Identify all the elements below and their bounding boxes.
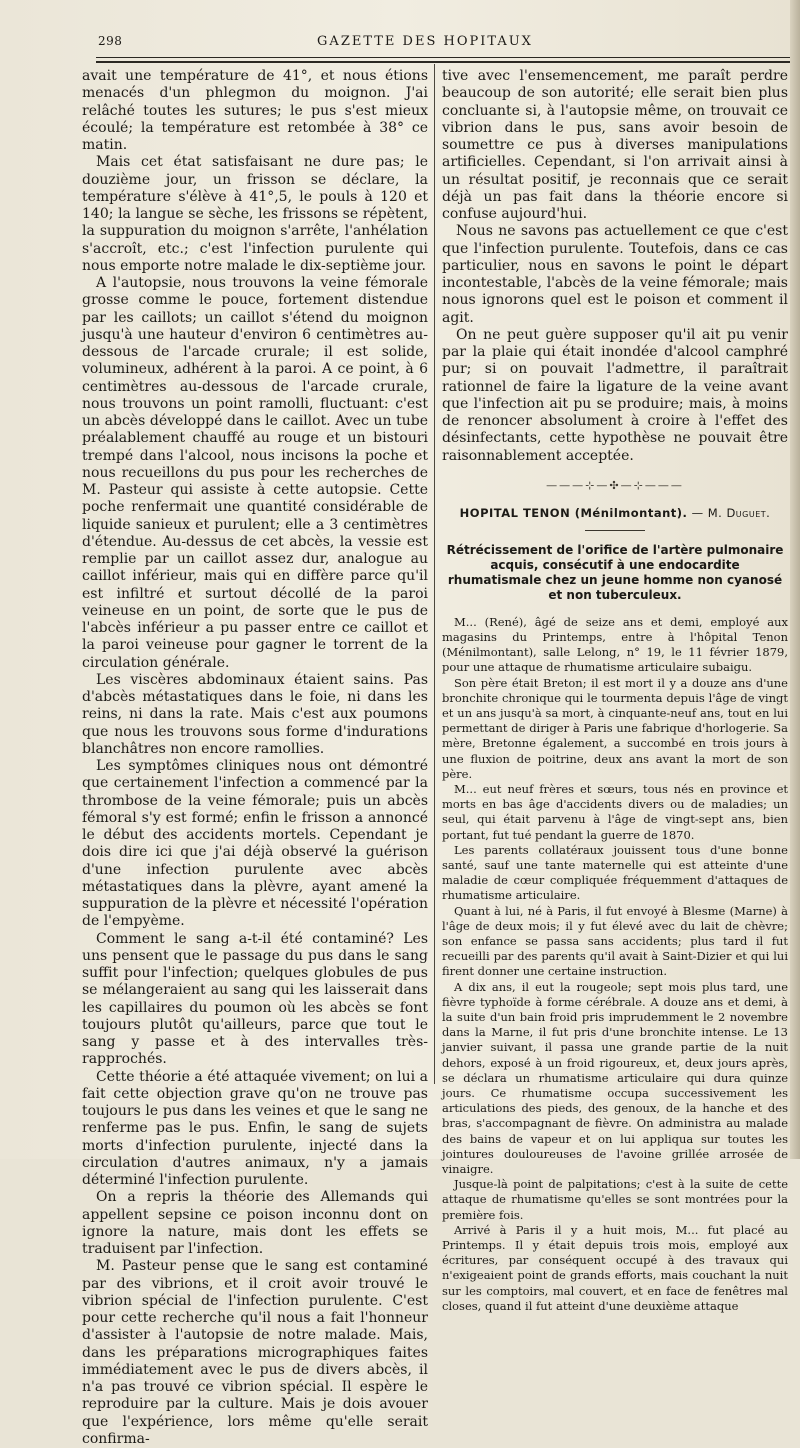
paragraph: Les parents collatéraux jouissent tous d'une bonne santé, sauf une tante maternelle qui est atteinte d'une maladie de cœur compliquée fréquemment d'attaques de rhumatisme articulaire. [442, 842, 788, 903]
paragraph: M... eut neuf frères et sœurs, tous nés en province et morts en bas âge d'accidents divers ou de maladies; un seul, qui était parvenu à l'âge de vingt-sept ans, bien portant, fut tué pendant la guerre de 1870. [442, 781, 788, 842]
page-header [60, 30, 790, 60]
section-ornament: ———⊹—✣—⊹——— [546, 478, 684, 492]
paragraph: Son père était Breton; il est mort il y a douze ans d'une bronchite chronique qui le tourmenta depuis l'âge de vingt et un ans jusqu'à sa mort, à cinquante-neuf ans, tout en lui permettant de diriger à Paris une fabrique d'horlogerie. Sa mère, Bretonne également, a succombé en trois jours à une fluxion de poitrine, deux ans avant la mort de son père. [442, 675, 788, 781]
paragraph: On ne peut guère supposer qu'il ait pu venir par la plaie qui était inondée d'alcool camphré pur; si on pouvait l'admettre, il paraîtrait rationnel de faire la ligature de la veine avant que l'infection ait pu se produire; mais, à moins de renoncer absolument à croire à l'effet des désinfectants, cette hypothèse ne pouvait être raisonnablement acceptée. [442, 326, 788, 464]
paragraph: Les viscères abdominaux étaient sains. Pas d'abcès métastatiques dans le foie, ni dans les reins, ni dans la rate. Mais c'est aux poumons que nous les trouvons sous forme d'indurations blanchâtres non encore ramollies. [82, 671, 428, 757]
paragraph: tive avec l'ensemencement, me paraît perdre beaucoup de son autorité; elle serait bien plus concluante si, à l'autopsie même, on trouvait ce vibrion dans le pus, sans avoir besoin de soumettre ce pus à diverses manipulations artificielles. Cependant, si l'on arrivait ainsi à un résultat positif, je reconnais que ce serait déjà un pas fait dans la théorie encore si confuse aujourd'hui. [442, 68, 788, 222]
paragraph: Quant à lui, né à Paris, il fut envoyé à Blesme (Marne) à l'âge de deux mois; il y fut élevé avec du lait de chèvre; son enfance se passa sans accidents; plus tard il fut recueilli par des parents qu'il avait à Saint-Dizier et qui lui firent donner une certaine instruction. [442, 903, 788, 979]
paragraph: Cette théorie a été attaquée vivement; on lui a fait cette objection grave qu'on ne trouve pas toujours le pus dans les veines et que le sang ne renferme pas le pus. Enfin, le sang de sujets morts d'infection purulente, injecté dans la circulation d'autres animaux, n'y a jamais déterminé l'infection purulente. [82, 1068, 428, 1188]
paragraph: A l'autopsie, nous trouvons la veine fémorale grosse comme le pouce, fortement distendue par les caillots; un caillot s'étend du moignon jusqu'à une hauteur d'environ 6 centimètres au-dessous de l'arcade crurale; il est solide, volumineux, adhérent à la paroi. A ce point, à 6 centimètres au-dessous de l'arcade crurale, nous trouvons un point ramolli, fluctuant: c'est un abcès développé dans le caillot. Avec un tube préalablement chauffé au rouge et un bistouri trempé dans l'alcool, nous incisons la poche et nous recueillons du pus pour les recherches de M. Pasteur qui assiste à cette autopsie. Cette poche renfermait une quantité considérable de liquide sanieux et purulent; elle a 3 centimètres d'étendue. Au-dessus de cet abcès, la vessie est remplie par un caillot assez dur, analogue au caillot inférieur, mais qui en diffère parce qu'il est infiltré et surtout décollé de la paroi veineuse en un point, de sorte que le pus de l'abcès inférieur a pu passer entre ce caillot et la paroi veineuse pour gagner le torrent de la circulation générale. [82, 275, 428, 671]
section-heading [442, 506, 788, 520]
journal-title: GAZETTE DES HOPITAUX [317, 34, 533, 49]
paragraph: Arrivé à Paris il y a huit mois, M... fut placé au Printemps. Il y était depuis trois mois, employé aux écritures, par conséquent occupé à des travaux qui n'exigeaient point de grands efforts, mais couchant la nuit sur les comptoirs, mal couvert, et en face de fenêtres mal closes, quand il fut atteint d'une deuxième attaque [442, 1222, 788, 1313]
paragraph: Nous ne savons pas actuellement ce que c'est que l'infection purulente. Toutefois, dans ce cas particulier, nous en savons le point le départ incontestable, l'abcès de la veine fémorale; mais nous ignorons quel est le poison et comment il agit. [442, 223, 788, 326]
hospital-name: HOPITAL TENON (Ménilmontant). [459, 505, 688, 520]
column-divider [434, 64, 435, 1084]
paragraph: A dix ans, il eut la rougeole; sept mois plus tard, une fièvre typhoïde à forme cérébrale. A douze ans et demi, à la suite d'un bain froid pris imprudemment le 2 novembre dans la Marne, il fut pris d'une bronchite intense. Le 13 janvier suivant, il passa une grande partie de la nuit dehors, exposé à un froid rigoureux, et, deux jours après, se déclara un rhumatisme articulaire qui dura quinze jours. Ce rhumatisme occupa successivement les articulations des pieds, des genoux, de la hanche et des bras, s'accompagnant de fièvre. On administra au malade des bains de vapeur et on lui appliqua sur toutes les jointures douloureuses de l'avoine grillée arrosée de vinaigre. [442, 979, 788, 1177]
page-edge [790, 0, 800, 1159]
left-column [82, 68, 428, 1447]
page-number: 298 [98, 34, 123, 48]
paragraph: avait une température de 41°, et nous étions menacés d'un phlegmon du moignon. J'ai relâché toutes les sutures; le pus s'est mieux écoulé; la température est retombée à 38° ce matin. [82, 68, 428, 153]
paragraph: On a repris la théorie des Allemands qui appellent sepsine ce poison inconnu dont on ignore la nature, mais dont les effets se traduisent par l'infection. [82, 1189, 428, 1257]
paragraph: Comment le sang a-t-il été contaminé? Les uns pensent que le passage du pus dans le sang suffit pour l'infection; quelques globules de pus se mélangeraient au sang qui les laisserait dans les capillaires du poumon où les abcès se font toujours plutôt qu'ailleurs, parce que tout le sang y passe et à des intervalles très-rapprochés. [82, 930, 428, 1068]
header-rule [96, 57, 790, 58]
section-rule [585, 530, 645, 531]
paragraph: M. Pasteur pense que le sang est contaminé par des vibrions, et il croit avoir trouvé le vibrion spécial de l'infection purulente. C'est pour cette recherche qu'il nous a fait l'honneur d'assister à l'autopsie de notre malade. Mais, dans les préparations micrographiques faites immédiatement avec le pus de divers abcès, il n'a pas trouvé ce vibrion spécial. Il espère le reproduire par la culture. Mais je dois avouer que l'expérience, lors même qu'elle serait confirma- [82, 1258, 428, 1447]
case-title: Rétrécissement de l'orifice de l'artère pulmonaire acquis, consécutif à une endocardite rhumatismale chez un jeune homme non cyanosé et non tuberculeux. [446, 542, 784, 602]
paragraph: Mais cet état satisfaisant ne dure pas; le douzième jour, un frisson se déclare, la température s'élève à 41°,5, le pouls à 120 et 140; la langue se sèche, les frissons se répètent, la suppuration du moignon s'arrête, l'anhélation s'accroît, etc.; c'est l'infection purulente qui nous emporte notre malade le dix-septième jour. [82, 154, 428, 274]
paragraph: Les symptômes cliniques nous ont démontré que certainement l'infection a commencé par la thrombose de la veine fémorale; puis un abcès fémoral s'y est formé; enfin le frisson a annoncé le début des accidents mortels. Cependant je dois dire ici que j'ai déjà observé la guérison d'une infection purulente avec abcès métastatiques dans la plèvre, ayant amené la suppuration de la plèvre et nécessité l'opération de l'empyème. [82, 758, 428, 930]
right-column [442, 68, 788, 1313]
author-name: — M. Duguet. [691, 505, 771, 520]
paragraph: Jusque-là point de palpitations; c'est à la suite de cette attaque de rhumatisme qu'elles se sont montrées pour la première fois. [442, 1177, 788, 1222]
paragraph: M... (René), âgé de seize ans et demi, employé aux magasins du Printemps, entre à l'hôpital Tenon (Ménilmontant), salle Lelong, n° 19, le 11 février 1879, pour une attaque de rhumatisme articulaire subaigu. [442, 614, 788, 675]
header-rule-double [96, 61, 790, 63]
